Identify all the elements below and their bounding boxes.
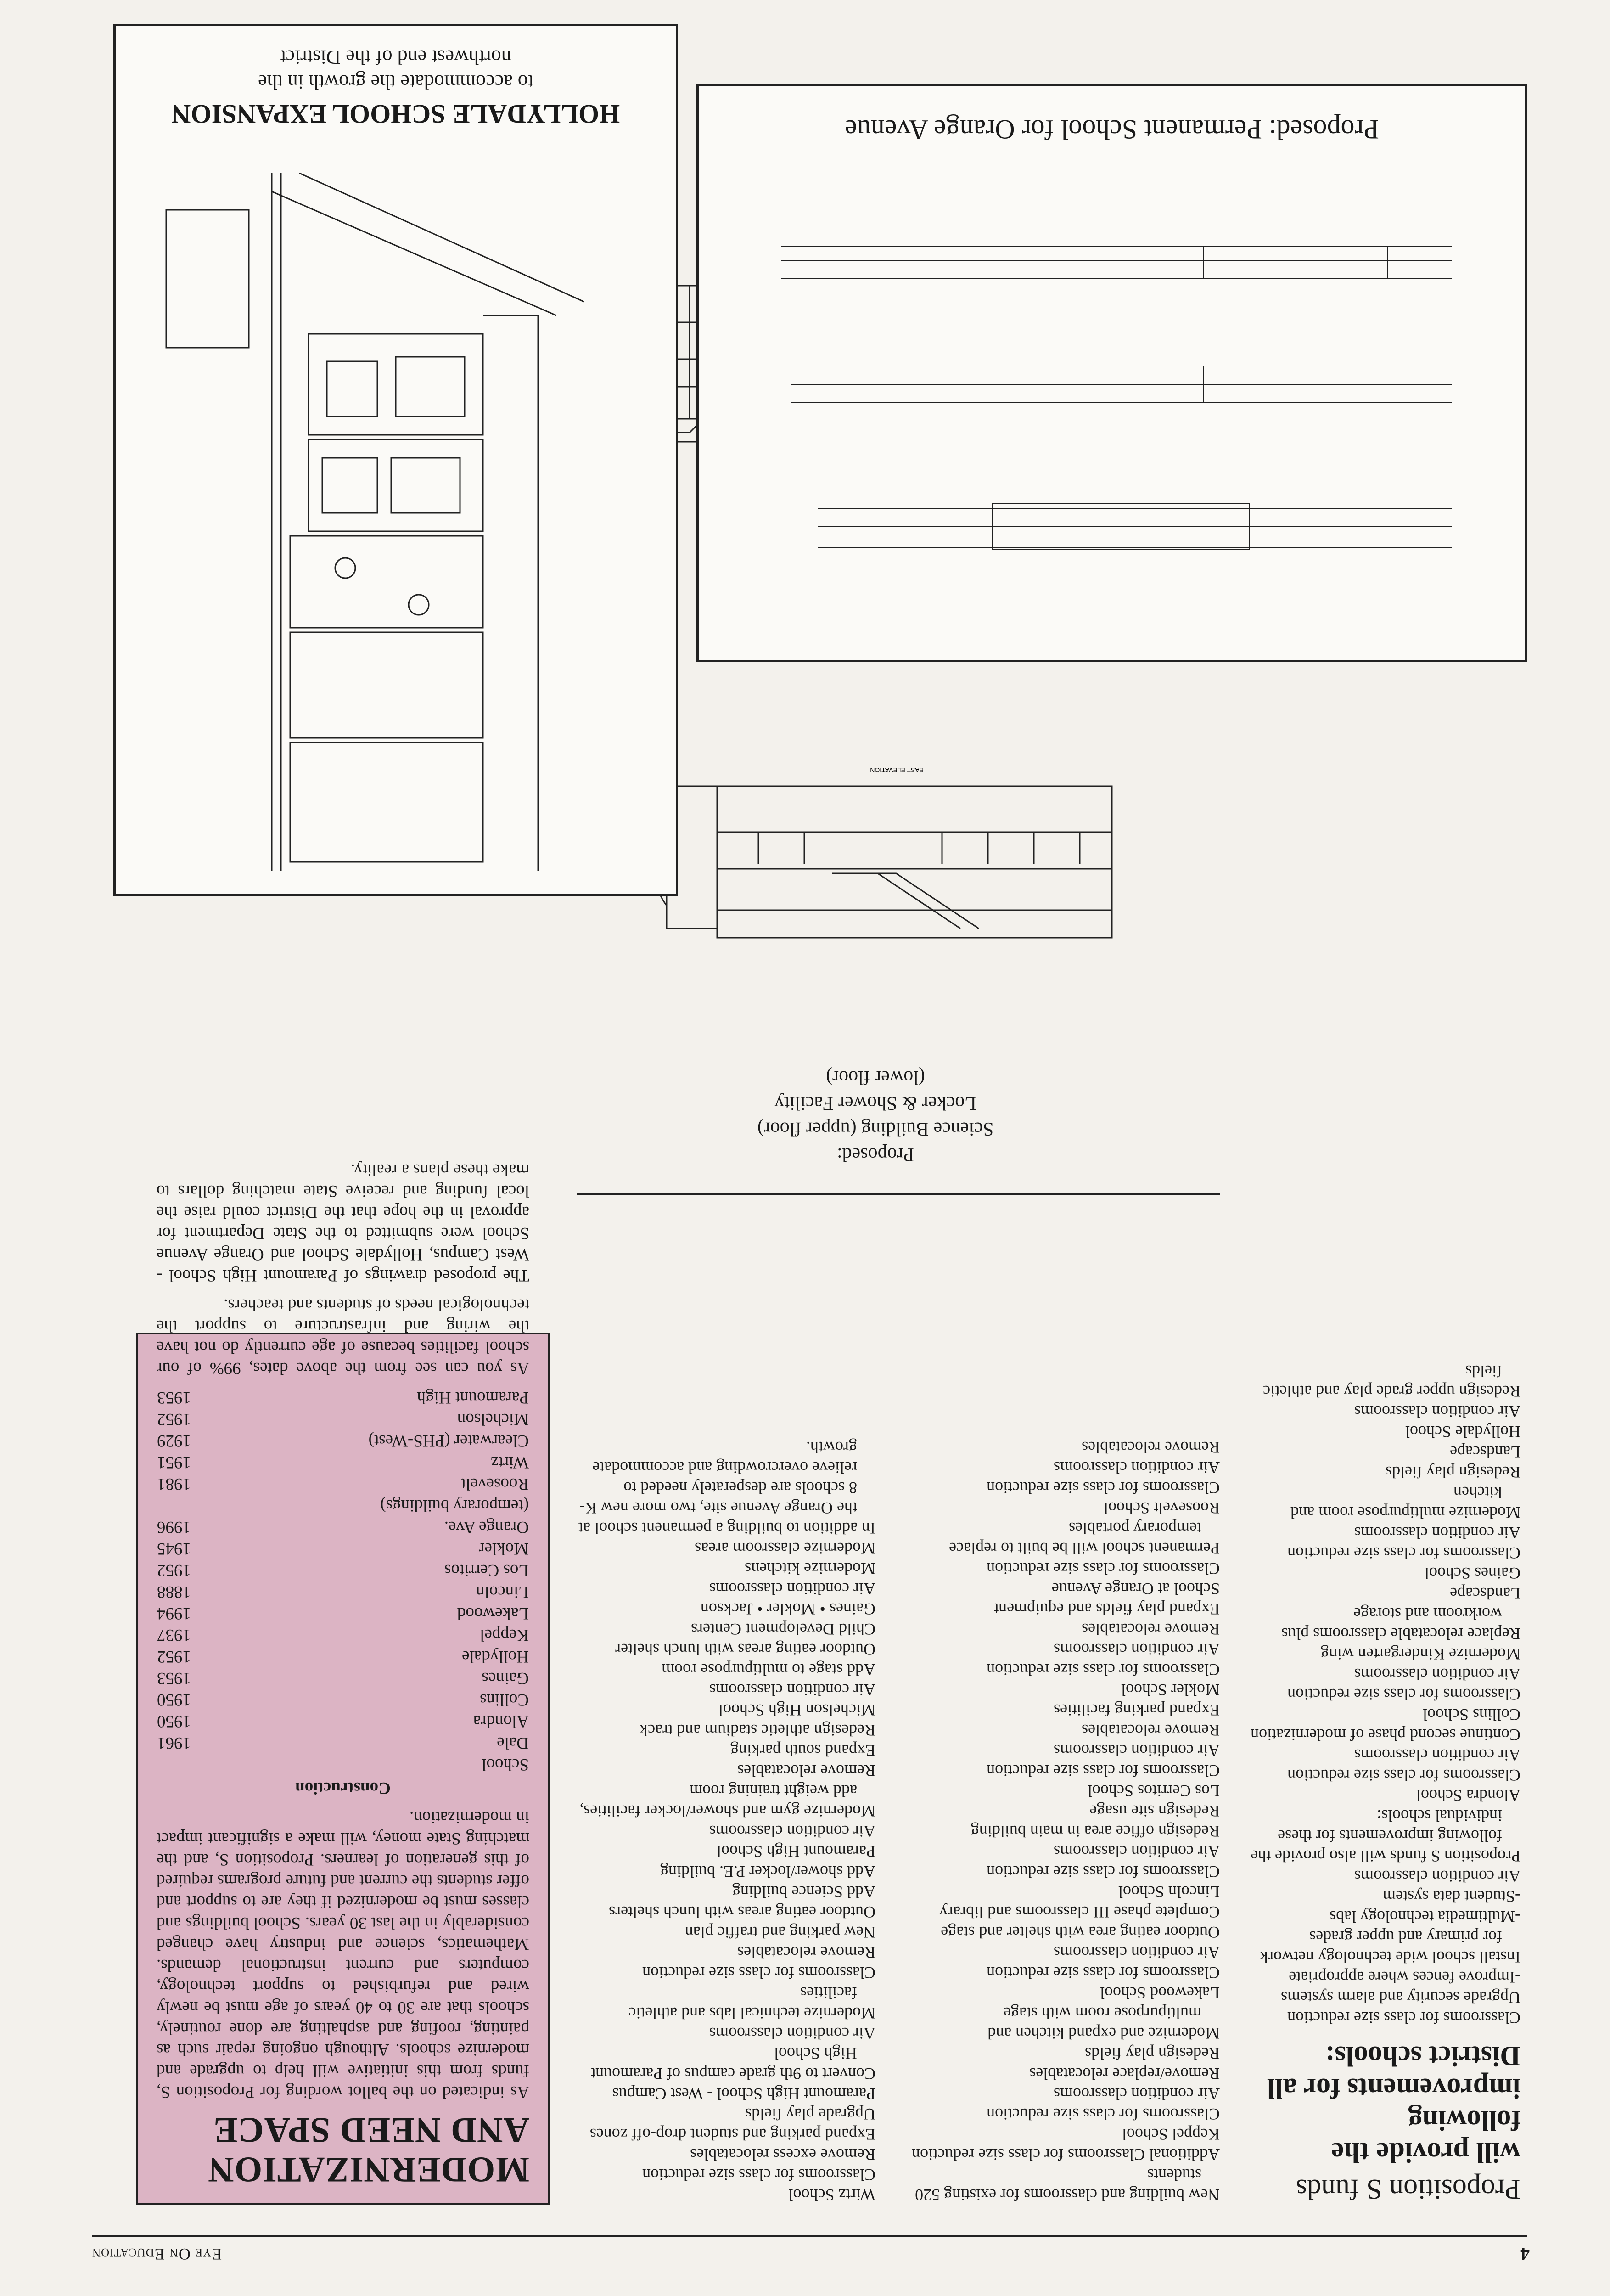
col3-item: Remove relocatables <box>737 1943 875 1962</box>
col2-item: Classrooms for class size reduction <box>987 1479 1220 1497</box>
construction-year: 1950 <box>157 1712 191 1731</box>
construction-school: Los Cerritos <box>444 1561 529 1580</box>
science-building-caption <box>715 1064 1036 1167</box>
col2-item: Air condition classrooms <box>1054 1741 1220 1760</box>
col1-item: Proposition S funds will also provide the following improvements for these individual schools: <box>1251 1806 1520 1865</box>
col1-list <box>1245 1361 1520 2028</box>
col3-item: Classrooms for class size reduction <box>642 1964 875 1982</box>
col3-item: Gaines • Mokler • Jackson <box>700 1600 875 1618</box>
sidebar-paragraph-1: As indicated on the ballot wording for Proposition S, funds from this initiative will help to upgrade and modernize schools. Although ongoing repair such as painting, roofing and asphalting are done routinely, schools that are 30 to 40 years of age must be newly wired and refurbished to support technology, computers and current instructional demands. Mathematics, science and industry have changed considerably in the last 30 years. School buildings and classes must be modernized if they are to support and offer students the current and future programs required of this generation of learners. Proposition S, and the matching State money, will make a significant impact in modernization. <box>157 1808 529 2101</box>
col3-item: Add shower/locker P.E. building <box>660 1863 875 1881</box>
col2-item: Outdoor eating area with shelter and stage <box>941 1923 1220 1941</box>
col3-item: Expand parking and student drop-off zones <box>589 2125 875 2144</box>
col2-item: Remove relocatables <box>1082 1620 1220 1638</box>
construction-year: 1888 <box>157 1582 191 1601</box>
construction-school: Lakewood <box>457 1604 529 1623</box>
col1-item: Collins School <box>1422 1705 1520 1724</box>
col2-list <box>898 1437 1220 2205</box>
col1-item: Air condition classrooms <box>1354 1665 1520 1683</box>
hollydale-subtitle-1: to accommodate the growth in the <box>258 71 533 93</box>
header-rule <box>92 2235 1527 2237</box>
orange-avenue-elevations <box>699 182 1525 660</box>
construction-year: 1953 <box>157 1388 191 1407</box>
col3-item: Paramount High School - West Campus <box>612 2085 875 2103</box>
col3-item: New parking and traffic plan <box>684 1923 875 1941</box>
caption-line-4: (lower floor) <box>826 1067 925 1088</box>
construction-school: Lincoln <box>476 1582 529 1601</box>
col2-item: Expand parking facilities <box>1054 1701 1220 1719</box>
col2-item: Expand play fields and equipment <box>994 1600 1220 1618</box>
col3-item: Convert to 9th grade campus of Paramount High School <box>591 2044 875 2083</box>
orange-avenue-title: Proposed: Permanent School for Orange Avenue <box>845 114 1379 145</box>
sidebar-paragraph-3: The proposed drawings of Paramount High School - West Campus, Hollydale School and Orange Avenue School were submitted to the State Department for approval in the hope that the District could raise the local funding and receive State matching dollars to make these plans a reality. <box>157 1160 529 1285</box>
col2-item: Classrooms for class size reduction <box>987 2105 1220 2123</box>
col3-item: Modernize classroom areas <box>695 1539 875 1558</box>
construction-row <box>157 1559 529 1581</box>
col1-item: Install school wide technology network for primary and upper grades <box>1260 1928 1520 1966</box>
construction-row <box>157 1624 529 1646</box>
construction-year: 1952 <box>157 1647 191 1666</box>
sidebar-paragraph-2: As you can see from the above dates, 99% of our school facilities because of age currently do not have the wiring and infrastructure to support the technological needs of students and teachers. <box>157 1295 529 1378</box>
col2-item: Remove relocatables <box>1082 1438 1220 1457</box>
hollydale-site-plan <box>116 173 676 889</box>
construction-school: Keppel <box>480 1626 529 1644</box>
col3-item: Expand south parking <box>730 1741 875 1760</box>
east-elevation-label: EAST ELEVATION <box>870 766 924 774</box>
col1-item: Hollydale School <box>1405 1423 1520 1441</box>
construction-row <box>157 1711 529 1732</box>
construction-row <box>157 1667 529 1689</box>
col1-item: Replace relocatable classrooms plus workroom and storage <box>1281 1604 1520 1643</box>
hollydale-caption <box>116 45 676 129</box>
col1-item: -Improve fences where appropriate <box>1289 1968 1520 1986</box>
construction-header-row <box>157 1754 529 1775</box>
construction-row <box>157 1646 529 1667</box>
col3-item: Remove relocatables <box>737 1761 875 1780</box>
col1-item: Air condition classrooms <box>1354 1402 1520 1421</box>
col3-item: Air condition classrooms <box>709 2024 875 2043</box>
construction-title: Construction <box>295 1778 391 1797</box>
construction-row <box>157 1430 529 1452</box>
col2-item: Air condition classrooms <box>1054 1640 1220 1659</box>
caption-line-1: Proposed: <box>837 1144 914 1165</box>
construction-year: 1937 <box>157 1626 191 1644</box>
col1-item: Landscape <box>1450 1443 1520 1461</box>
construction-school: Wirtz <box>491 1453 529 1472</box>
construction-year: 1981 <box>157 1474 191 1493</box>
construction-table <box>157 1387 529 1775</box>
modernization-sidebar <box>136 1160 550 2205</box>
construction-row <box>157 1516 529 1538</box>
col2-item: Classrooms for class size reduction <box>987 1559 1220 1578</box>
publication-name: Eye On Education <box>92 2245 222 2263</box>
col1-item: Redesign play fields <box>1386 1463 1520 1481</box>
col3-item: Redesign athletic stadium and track <box>640 1721 875 1739</box>
construction-school: Michelson <box>457 1410 529 1429</box>
col3-item: Outdoor eating areas with lunch shelter <box>615 1640 875 1659</box>
col1-item: -Multimedia technology labs <box>1330 1908 1520 1926</box>
col2-item: Air condition classrooms <box>1054 1842 1220 1861</box>
col2-item: Permanent school will be built to replace temporary portables <box>949 1519 1220 1558</box>
col3-item: Modernize kitchens <box>745 1559 875 1578</box>
construction-school: Clearwater (PHS-West) <box>368 1431 529 1450</box>
col2-item: School at Orange Avenue <box>1051 1580 1220 1598</box>
col2-item: Remove/replace relocatables <box>1029 2065 1220 2083</box>
col1-item: Classrooms for class size reduction <box>1287 1544 1520 1562</box>
headline-line2: will provide the following improvements for all District schools: <box>1267 2040 1520 2168</box>
construction-row <box>157 1452 529 1473</box>
col2-item: Classrooms for class size reduction <box>987 1660 1220 1679</box>
caption-line-3: Locker & Shower Facility <box>774 1092 976 1114</box>
column-one <box>1245 1361 1520 2205</box>
col2-item: Modernize and expand kitchen and multipurpose room with stage <box>987 2004 1220 2043</box>
col3-item: Modernize technical labs and athletic facilities <box>628 1984 875 2022</box>
col3-item: Add stage to multipurpose room <box>662 1660 875 1679</box>
col1-item: Modernize multipurpose room and kitchen <box>1290 1483 1520 1522</box>
construction-school: Roosevelt <box>461 1474 529 1493</box>
col1-item: Air condition classrooms <box>1354 1524 1520 1542</box>
col2-item: Redesign play fields <box>1085 2044 1220 2063</box>
col2-item: Remove relocatables <box>1082 1721 1220 1739</box>
construction-school: Collins <box>480 1690 529 1709</box>
construction-row <box>157 1538 529 1559</box>
col2-item: Los Cerritos School <box>1088 1782 1220 1800</box>
col2-item: Lakewood School <box>1100 1984 1220 2002</box>
construction-row <box>157 1473 529 1495</box>
construction-school: Hollydale <box>462 1647 529 1666</box>
col3-item: Modernize gym and shower/locker facilities, add weight training room <box>579 1782 875 1820</box>
col2-item: Air condition classrooms <box>1054 1458 1220 1477</box>
col1-item: Classrooms for class size reduction <box>1287 1685 1520 1704</box>
construction-year: 1951 <box>157 1453 191 1472</box>
col3-item: Add Science building <box>732 1883 875 1901</box>
col2-item: Redesign office area in main building <box>970 1822 1220 1840</box>
col2-item: Mokler School <box>1121 1681 1220 1699</box>
col2-item: Complete phase III classrooms and library <box>939 1903 1220 1921</box>
construction-year <box>157 1495 269 1516</box>
construction-year: 1952 <box>157 1561 191 1580</box>
col2-item: Lincoln School <box>1118 1883 1220 1901</box>
construction-row <box>157 1603 529 1624</box>
construction-school: Dale <box>497 1733 529 1752</box>
construction-year: 1953 <box>157 1669 191 1688</box>
col3-item: Upgrade play fields <box>745 2105 875 2123</box>
col3-item: Classrooms for class size reduction <box>642 2166 875 2184</box>
col2-item: Roosevelt School <box>1104 1499 1220 1517</box>
col3-item: Wirtz School <box>788 2186 875 2204</box>
construction-year: 1961 <box>157 1733 191 1752</box>
construction-school: Paramount High <box>417 1388 529 1407</box>
construction-year: 1952 <box>157 1410 191 1429</box>
construction-school: Alondra <box>473 1712 529 1731</box>
construction-year: 1950 <box>157 1690 191 1709</box>
col1-item: Air condition classrooms <box>1354 1867 1520 1885</box>
col2-item: Keppel School <box>1122 2125 1220 2144</box>
col1-item: Continue second phase of modernization <box>1251 1726 1520 1744</box>
col3-item: Child Development Centers <box>691 1620 875 1638</box>
col2-item: Redesign site usage <box>1089 1802 1220 1820</box>
caption-line-2: Science Building (upper floor) <box>757 1118 994 1139</box>
page-number: 4 <box>1520 2244 1530 2264</box>
hollydale-subtitle-2: northwest end of the District <box>280 46 511 68</box>
col1-item: Landscape <box>1450 1584 1520 1603</box>
col1-item: Classrooms for class size reduction <box>1287 2009 1520 2027</box>
col3-item: Michelson High School <box>718 1701 875 1719</box>
hollydale-title: HOLLYDALE SCHOOL EXPANSION <box>171 99 620 129</box>
construction-school: Orange Ave. <box>444 1518 529 1536</box>
col3-item: Air condition classrooms <box>709 1580 875 1598</box>
construction-row <box>157 1408 529 1430</box>
col2-item: New building and classrooms for existing 520 students <box>915 2166 1220 2204</box>
col3-item: Air condition classrooms <box>709 1681 875 1699</box>
construction-school: (temporary buildings) <box>380 1496 529 1515</box>
col2-item: Classrooms for class size reduction <box>987 1964 1220 1982</box>
col1-item: -Student data system <box>1383 1887 1520 1906</box>
headline-line1: Proposition S funds <box>1296 2173 1520 2205</box>
construction-year: 1945 <box>157 1539 191 1558</box>
col2-item: Air condition classrooms <box>1054 2085 1220 2103</box>
construction-school: Gaines <box>482 1669 529 1688</box>
east-elevation-drawing <box>653 786 1112 938</box>
construction-row <box>157 1732 529 1754</box>
col3-item: In addition to building a permanent school at the Orange Avenue site, two more new K-8 schools are desperately needed to relieve overcrowding and accommodate growth. <box>578 1438 875 1537</box>
construction-year: 1994 <box>157 1604 191 1623</box>
sidebar-title: MODERNIZATION AND NEED SPACE <box>208 2110 529 2190</box>
construction-year: 1996 <box>157 1518 191 1536</box>
col1-item: Air condition classrooms <box>1354 1746 1520 1764</box>
construction-row <box>157 1387 529 1408</box>
col2-item: Additional Classrooms for class size reduction <box>912 2145 1220 2164</box>
column-two <box>898 1437 1220 2205</box>
col3-item: Paramount High School <box>717 1842 875 1861</box>
col1-item: Modernize Kindergarten wing <box>1320 1645 1520 1663</box>
col3-item: Air condition classrooms <box>709 1822 875 1840</box>
construction-row <box>157 1689 529 1711</box>
col2-item: Classrooms for class size reduction <box>987 1761 1220 1780</box>
column-three <box>577 1437 875 2205</box>
construction-header-school: School <box>482 1755 529 1774</box>
col1-item: Alondra School <box>1416 1786 1520 1805</box>
construction-school: Mokler <box>479 1539 529 1558</box>
hollydale-expansion-figure <box>113 24 678 896</box>
construction-row <box>157 1581 529 1603</box>
col3-list <box>577 1437 875 2205</box>
col1-item: Redesign upper grade play and athletic fields <box>1263 1362 1520 1401</box>
col1-item: Classrooms for class size reduction <box>1287 1766 1520 1784</box>
col1-item: Gaines School <box>1425 1564 1520 1582</box>
orange-avenue-figure <box>696 84 1527 662</box>
col2-item: Classrooms for class size reduction <box>987 1863 1220 1881</box>
col2-item: Air condition classrooms <box>1054 1943 1220 1962</box>
col3-item: Outdoor eating areas with lunch shelters <box>609 1903 875 1921</box>
construction-row <box>157 1495 529 1516</box>
construction-year: 1929 <box>157 1431 191 1450</box>
col3-item: Remove excess relocatables <box>690 2145 875 2164</box>
col1-item: Upgrade security and alarm systems <box>1281 1988 1520 2007</box>
section-rule <box>577 1193 1220 1195</box>
